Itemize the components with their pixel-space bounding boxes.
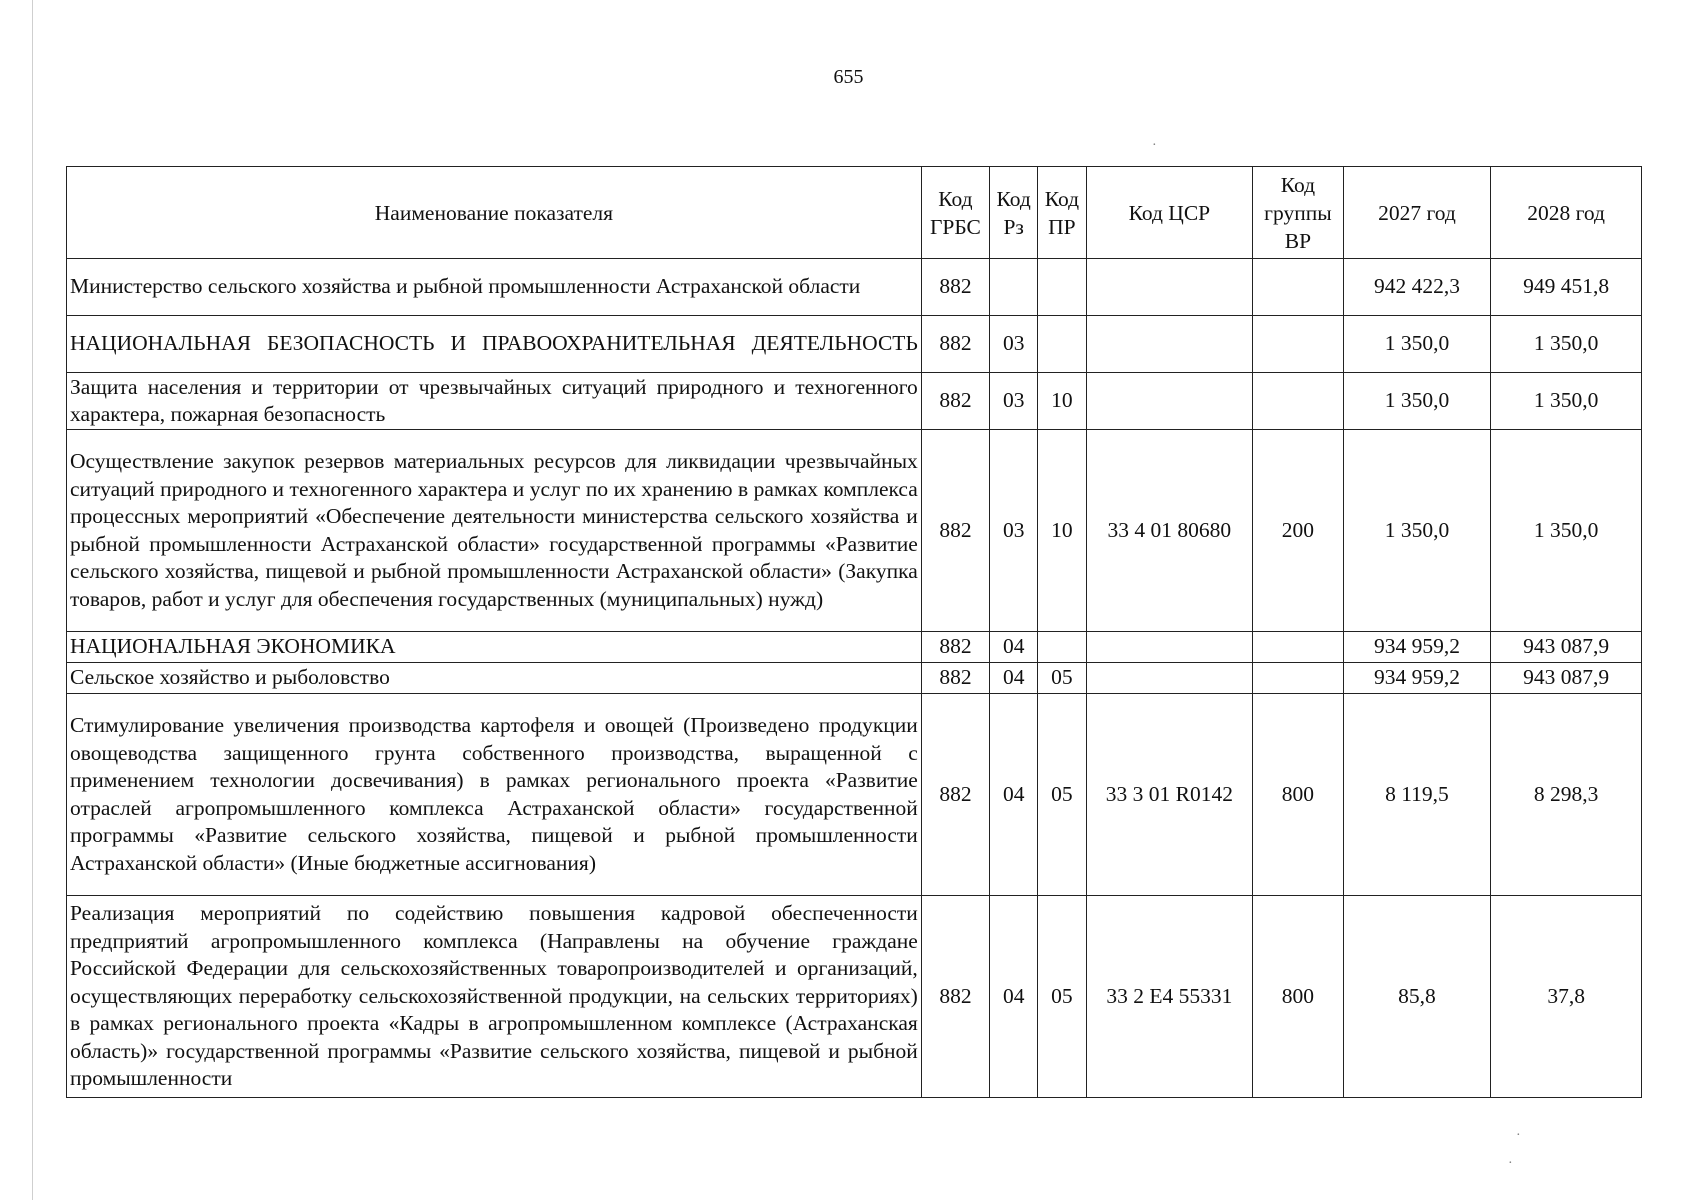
row-2027: 8 119,5 xyxy=(1343,694,1491,896)
table-row xyxy=(67,373,1642,430)
row-vr xyxy=(1253,373,1343,430)
row-csr: 33 4 01 80680 xyxy=(1086,430,1253,632)
row-vr xyxy=(1253,259,1343,316)
row-grbs: 882 xyxy=(921,663,989,694)
row-name: Осуществление закупок резервов материальных ресурсов для ликвидации чрезвычайных ситуаций природного и техногенного характера и услуг по их хранению в рамках комплекса процессных мероприятий «Обеспечение деятельности министерства сельского хозяйства и рыбной промышленности Астраханской области» государственной программы «Развитие сельского хозяйства, пищевой и рыбной промышленности Астраханской области» (Закупка товаров, работ и услуг для обеспечения государственных (муниципальных) нужд) xyxy=(67,430,922,632)
row-grbs: 882 xyxy=(921,259,989,316)
row-2028: 37,8 xyxy=(1491,896,1642,1098)
header-rz: Код Рз xyxy=(990,167,1038,259)
row-grbs: 882 xyxy=(921,896,989,1098)
row-grbs: 882 xyxy=(921,430,989,632)
row-csr xyxy=(1086,259,1253,316)
row-pr xyxy=(1038,259,1086,316)
header-grbs: Код ГРБС xyxy=(921,167,989,259)
row-vr: 800 xyxy=(1253,896,1343,1098)
row-2028: 1 350,0 xyxy=(1491,430,1642,632)
row-2028: 8 298,3 xyxy=(1491,694,1642,896)
row-name: Сельское хозяйство и рыболовство xyxy=(67,663,922,694)
header-vr: Код группы ВР xyxy=(1253,167,1343,259)
row-2028: 1 350,0 xyxy=(1491,316,1642,373)
row-rz: 04 xyxy=(990,663,1038,694)
binding-edge-line xyxy=(32,0,33,1200)
row-csr: 33 2 Е4 55331 xyxy=(1086,896,1253,1098)
row-rz: 03 xyxy=(990,373,1038,430)
row-pr: 10 xyxy=(1038,430,1086,632)
row-2028: 1 350,0 xyxy=(1491,373,1642,430)
row-pr: 10 xyxy=(1038,373,1086,430)
row-pr xyxy=(1038,632,1086,663)
row-2027: 1 350,0 xyxy=(1343,430,1491,632)
row-rz: 04 xyxy=(990,632,1038,663)
row-pr: 05 xyxy=(1038,663,1086,694)
header-2027: 2027 год xyxy=(1343,167,1491,259)
row-csr xyxy=(1086,632,1253,663)
row-name: Реализация мероприятий по содействию повышения кадровой обеспеченности предприятий агропромышленного комплекса (Направлены на обучение граждане Российской Федерации для сельскохозяйственных товаропроизводителей и организаций, осуществляющих переработку сельскохозяйственной продукции, на сельских территориях) в рамках регионального проекта «Кадры в агропромышленном комплексе (Астраханская область)» государственной программы «Развитие сельского хозяйства, пищевой и рыбной промышленности xyxy=(67,896,922,1098)
row-grbs: 882 xyxy=(921,316,989,373)
row-2027: 1 350,0 xyxy=(1343,316,1491,373)
table-row xyxy=(67,316,1642,373)
row-pr: 05 xyxy=(1038,896,1086,1098)
row-rz xyxy=(990,259,1038,316)
header-row xyxy=(67,167,1642,259)
row-grbs: 882 xyxy=(921,373,989,430)
row-rz: 03 xyxy=(990,316,1038,373)
row-name: Защита населения и территории от чрезвычайных ситуаций природного и техногенного характера, пожарная безопасность xyxy=(67,373,922,430)
table-row xyxy=(67,896,1642,1098)
row-csr xyxy=(1086,663,1253,694)
row-pr xyxy=(1038,316,1086,373)
table-row xyxy=(67,694,1642,896)
row-2027: 942 422,3 xyxy=(1343,259,1491,316)
row-2027: 1 350,0 xyxy=(1343,373,1491,430)
row-vr: 200 xyxy=(1253,430,1343,632)
row-vr xyxy=(1253,663,1343,694)
row-vr: 800 xyxy=(1253,694,1343,896)
row-name: Стимулирование увеличения производства картофеля и овощей (Произведено продукции овощеводства защищенного грунта собственного производства, выращенной с применением технологии досвечивания) в рамках регионального проекта «Развитие отраслей агропромышленного комплекса Астраханской области» государственной программы «Развитие сельского хозяйства, пищевой и рыбной промышленности Астраханской области» (Иные бюджетные ассигнования) xyxy=(67,694,922,896)
header-name: Наименование показателя xyxy=(67,167,922,259)
row-vr xyxy=(1253,316,1343,373)
row-csr: 33 3 01 R0142 xyxy=(1086,694,1253,896)
row-2028: 943 087,9 xyxy=(1491,632,1642,663)
header-pr: Код ПР xyxy=(1038,167,1086,259)
page-number: 655 xyxy=(833,66,864,88)
scan-speck: · xyxy=(1516,1128,1521,1143)
row-csr xyxy=(1086,316,1253,373)
row-rz: 04 xyxy=(990,896,1038,1098)
row-grbs: 882 xyxy=(921,632,989,663)
table-row xyxy=(67,663,1642,694)
row-grbs: 882 xyxy=(921,694,989,896)
budget-table xyxy=(66,166,1642,1098)
row-name: НАЦИОНАЛЬНАЯ БЕЗОПАСНОСТЬ И ПРАВООХРАНИТЕЛЬНАЯ ДЕЯТЕЛЬНОСТЬ xyxy=(67,316,922,373)
table-row xyxy=(67,430,1642,632)
row-2027: 934 959,2 xyxy=(1343,632,1491,663)
table-row xyxy=(67,259,1642,316)
row-pr: 05 xyxy=(1038,694,1086,896)
row-rz: 03 xyxy=(990,430,1038,632)
table-row xyxy=(67,632,1642,663)
scan-speck: · xyxy=(1152,138,1157,153)
row-rz: 04 xyxy=(990,694,1038,896)
row-name: Министерство сельского хозяйства и рыбной промышленности Астраханской области xyxy=(67,259,922,316)
scan-speck: · xyxy=(1508,1156,1513,1171)
row-name: НАЦИОНАЛЬНАЯ ЭКОНОМИКА xyxy=(67,632,922,663)
row-2028: 943 087,9 xyxy=(1491,663,1642,694)
row-csr xyxy=(1086,373,1253,430)
row-2028: 949 451,8 xyxy=(1491,259,1642,316)
row-vr xyxy=(1253,632,1343,663)
row-2027: 934 959,2 xyxy=(1343,663,1491,694)
row-2027: 85,8 xyxy=(1343,896,1491,1098)
header-2028: 2028 год xyxy=(1491,167,1642,259)
header-csr: Код ЦСР xyxy=(1086,167,1253,259)
